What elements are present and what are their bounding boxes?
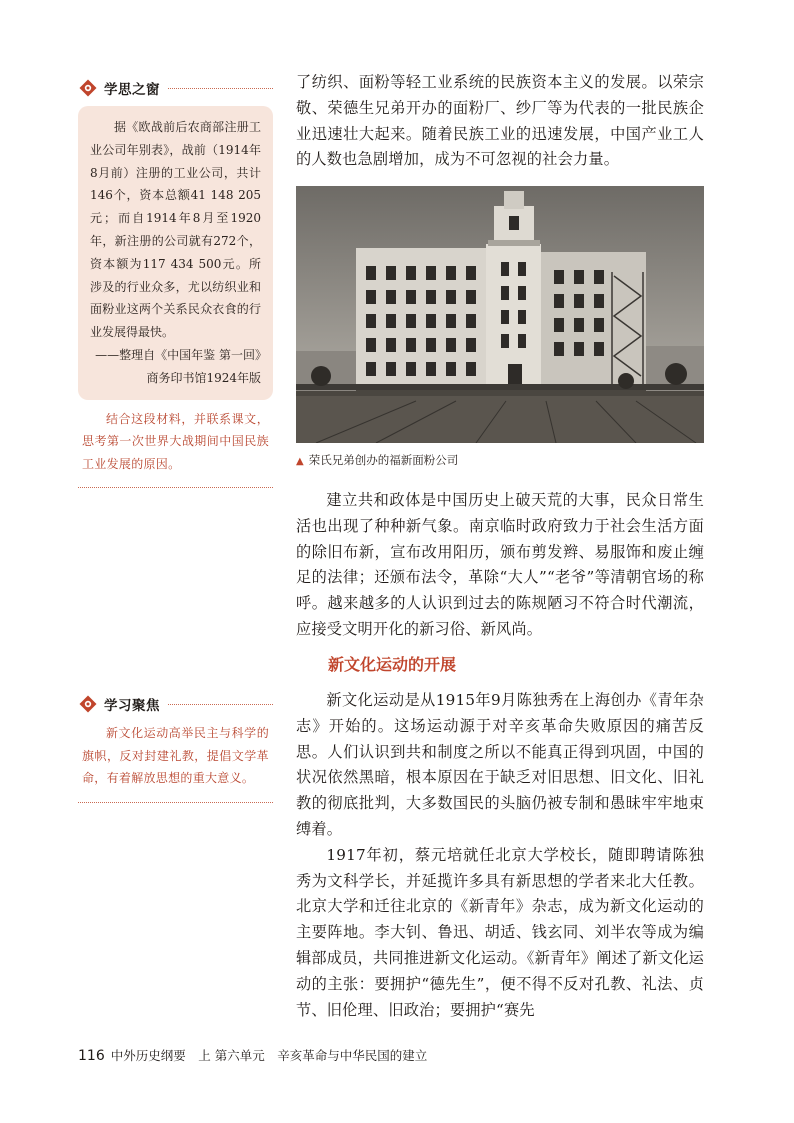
diamond-flower-icon	[78, 78, 98, 98]
learning-focus-text: 新文化运动高举民主与科学的旗帜，反对封建礼教，提倡文学革命，有着解放思想的重大意义。	[82, 726, 269, 786]
sidebar-study-window	[78, 76, 273, 488]
photo-caption	[296, 452, 458, 468]
main-text-top	[296, 70, 704, 173]
main-text-bottom	[296, 688, 704, 1023]
sidebar-learning-focus	[78, 692, 273, 803]
main-text-middle	[296, 488, 704, 643]
sidebar-divider	[78, 487, 273, 488]
paragraph: 1917年初，蔡元培就任北京大学校长，随即聘请陈独秀为文科学长，并延揽许多具有新思想的学者来北大任教。北京大学和迁往北京的《新青年》杂志，成为新文化运动的主要阵地。李大钊、鲁迅、胡适、钱玄同、刘半农等成为编辑部成员，共同推进新文化运动。《新青年》阐述了新文化运动的主张：要拥护“德先生”，便不得不反对孔教、礼法、贞节、旧伦理、旧政治；要拥护“赛先	[296, 845, 704, 1019]
section-title: 新文化运动的开展	[328, 655, 457, 674]
learning-focus-title: 学习聚焦	[104, 698, 160, 714]
study-window-header	[78, 76, 273, 100]
book-title: 中外历史纲要 上 第六单元 辛亥革命与中华民国的建立	[110, 1048, 428, 1063]
learning-focus-header	[78, 692, 273, 716]
paragraph: 了纺织、面粉等轻工业系统的民族资本主义的发展。以荣宗敬、荣德生兄弟开办的面粉厂、纱厂等为代表的一批民族企业迅速壮大起来。随着民族工业的迅速发展，中国产业工人的人数也急剧增加，成为不可忽视的社会力量。	[296, 73, 704, 169]
paragraph: 建立共和政体是中国历史上破天荒的大事，民众日常生活也出现了种种新气象。南京临时政府致力于社会生活方面的除旧布新，宣布改用阳历，颁布剪发辫、易服饰和废止缠足的法律；还颁布法令，革除“大人”“老爷”等清朝官场的称呼。越来越多的人认识到过去的陈规陋习不符合时代潮流，应接受文明开化的新习俗、新风尚。	[296, 491, 704, 638]
page-footer	[78, 1046, 427, 1064]
factory-photo	[296, 186, 704, 443]
diamond-flower-icon	[78, 694, 98, 714]
caption-text: 荣氏兄弟创办的福新面粉公司	[308, 453, 459, 467]
page-number: 116	[78, 1048, 105, 1064]
study-prompt: 结合这段材料，并联系课文，思考第一次世界大战期间中国民族工业发展的原因。	[82, 411, 269, 471]
header-divider	[168, 703, 273, 705]
quote-source: ——整理自《中国年鉴 第一回》商务印书馆1924年版	[95, 347, 261, 385]
quote-box	[78, 106, 273, 400]
sidebar-divider	[78, 802, 273, 803]
paragraph: 新文化运动是从1915年9月陈独秀在上海创办《青年杂志》开始的。这场运动源于对辛亥革命失败原因的痛苦反思。人们认识到共和制度之所以不能真正得到巩固，中国的状况依然黑暗，根本原因在于缺乏对旧思想、旧文化、旧礼教的彻底批判，大多数国民的头脑仍被专制和愚昧牢牢地束缚着。	[296, 691, 704, 838]
study-window-title: 学思之窗	[104, 82, 160, 98]
quote-text: 据《欧战前后农商部注册工业公司年别表》，战前（1914年8月前）注册的工业公司，共计146个，资本总额41 148 205元；而自1914年8月至1920年，新注册的公司就有272个，资本额为117 434 500元。所涉及的行业众多，尤以纺织业和面粉业这两个关系民众衣食的行业发展得最快。	[90, 120, 261, 340]
header-divider	[168, 87, 273, 89]
triangle-icon: ▲	[296, 456, 304, 467]
